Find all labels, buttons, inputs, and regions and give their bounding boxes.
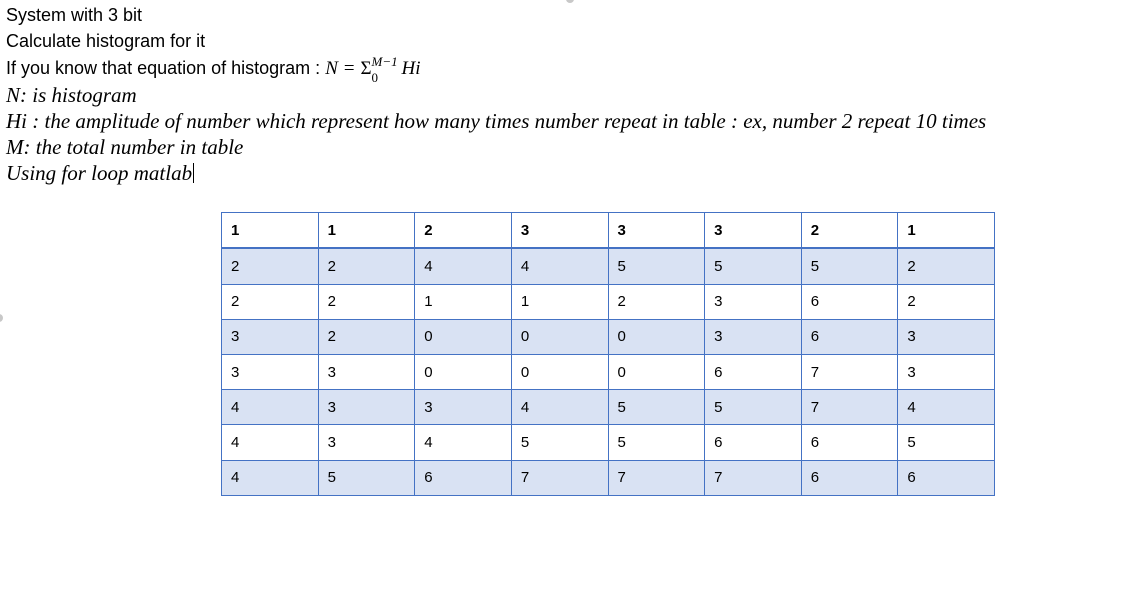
question-line-hi: Hi : the amplitude of number which represent how many times number repeat in table : ex, number 2 repeat 10 times	[6, 109, 987, 133]
table-cell: 7	[801, 354, 898, 389]
sum-lower-limit: 0	[371, 70, 379, 85]
table-cell: 5	[608, 425, 705, 460]
stray-mark-left	[0, 314, 3, 322]
table-cell: 0	[511, 319, 608, 354]
table-cell: 4	[898, 390, 995, 425]
table-cell: 0	[608, 319, 705, 354]
table-cell: 5	[705, 390, 802, 425]
table-cell: 3	[705, 284, 802, 319]
table-cell: 6	[705, 425, 802, 460]
table-cell: 2	[222, 248, 319, 284]
table-cell: 2	[898, 248, 995, 284]
table-cell: 7	[608, 460, 705, 495]
table-row	[222, 354, 995, 389]
table-cell: 6	[801, 284, 898, 319]
table-cell: 3	[222, 319, 319, 354]
question-line-m: M: the total number in table	[6, 135, 244, 159]
table-cell: 5	[801, 248, 898, 284]
table-cell: 6	[801, 425, 898, 460]
table-cell: 3	[318, 390, 415, 425]
data-table	[221, 212, 995, 496]
table-cell: 4	[222, 425, 319, 460]
question-line-system: System with 3 bit	[6, 5, 143, 25]
table-cell: 0	[415, 319, 512, 354]
table-cell: 5	[608, 390, 705, 425]
sum-term: Hi	[401, 58, 421, 79]
table-cell: 3	[898, 354, 995, 389]
table-row	[222, 319, 995, 354]
table-row	[222, 248, 995, 284]
table-cell: 4	[222, 460, 319, 495]
table-cell: 5	[898, 425, 995, 460]
table-cell: 6	[801, 460, 898, 495]
table-cell: 7	[705, 460, 802, 495]
table-cell: 1	[898, 213, 995, 249]
table-cell: 6	[898, 460, 995, 495]
table-cell: 0	[415, 354, 512, 389]
table-row	[222, 213, 995, 249]
question-line-matlab[interactable]	[6, 160, 194, 186]
sum-limits	[371, 54, 402, 85]
table-cell: 2	[222, 284, 319, 319]
table-cell: 3	[318, 425, 415, 460]
table-row	[222, 425, 995, 460]
matlab-text: Using for loop matlab	[6, 161, 193, 185]
question-line-calculate: Calculate histogram for it	[6, 31, 206, 51]
table-cell: 6	[801, 319, 898, 354]
table-cell: 5	[511, 425, 608, 460]
table-cell: 4	[415, 248, 512, 284]
text-cursor	[193, 163, 194, 183]
table-cell: 1	[222, 213, 319, 249]
table-cell: 3	[318, 354, 415, 389]
sum-upper-limit: M−1	[371, 54, 398, 69]
question-line-n: N: is histogram	[6, 83, 137, 107]
table-row	[222, 284, 995, 319]
stray-mark-top	[566, 0, 574, 3]
table-cell: 3	[898, 319, 995, 354]
table-cell: 7	[511, 460, 608, 495]
table-cell: 2	[801, 213, 898, 249]
table-cell: 0	[511, 354, 608, 389]
table-cell: 5	[705, 248, 802, 284]
table-cell: 6	[705, 354, 802, 389]
table-cell: 5	[608, 248, 705, 284]
table-cell: 1	[415, 284, 512, 319]
table-cell: 3	[608, 213, 705, 249]
table-cell: 1	[318, 213, 415, 249]
table-cell: 2	[898, 284, 995, 319]
table-cell: 4	[222, 390, 319, 425]
sum-symbol: Σ	[360, 58, 372, 79]
table-cell: 3	[222, 354, 319, 389]
table-cell: 0	[608, 354, 705, 389]
table-cell: 2	[415, 213, 512, 249]
table-cell: 2	[608, 284, 705, 319]
table-cell: 2	[318, 319, 415, 354]
table-cell: 3	[705, 213, 802, 249]
table-cell: 4	[511, 248, 608, 284]
table-row	[222, 390, 995, 425]
table-cell: 2	[318, 284, 415, 319]
table-cell: 7	[801, 390, 898, 425]
table-cell: 3	[511, 213, 608, 249]
table-cell: 3	[705, 319, 802, 354]
table-cell: 6	[415, 460, 512, 495]
table-row	[222, 460, 995, 495]
equation-lhs: N =	[325, 58, 356, 79]
table-cell: 1	[511, 284, 608, 319]
table-cell: 3	[415, 390, 512, 425]
table-cell: 5	[318, 460, 415, 495]
equation-prefix: If you know that equation of histogram :	[6, 58, 326, 78]
table-cell: 2	[318, 248, 415, 284]
question-line-equation	[6, 54, 421, 85]
table-cell: 4	[511, 390, 608, 425]
table-cell: 4	[415, 425, 512, 460]
